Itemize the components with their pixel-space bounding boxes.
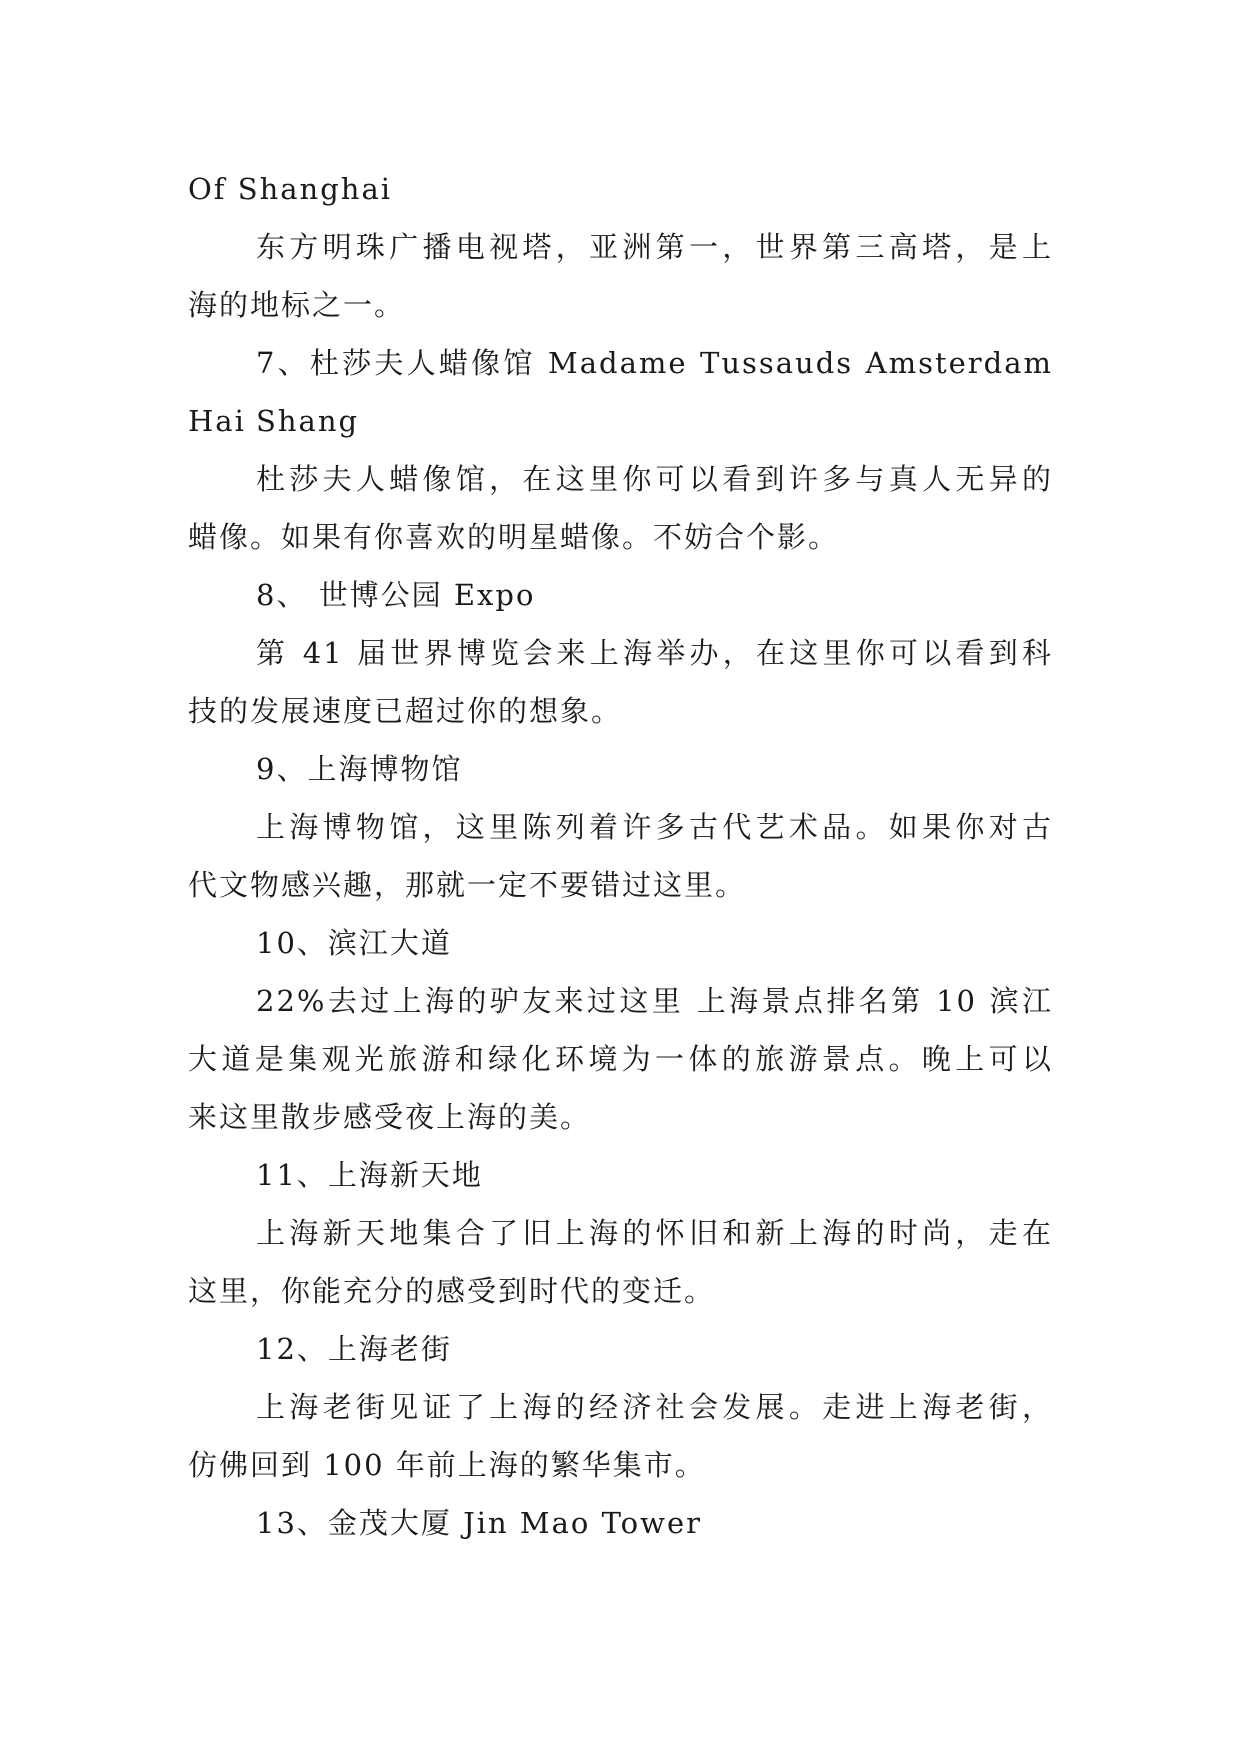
text-line-16: 大道是集观光旅游和绿化环境为一体的旅游景点。晚上可以 bbox=[188, 1042, 1053, 1076]
heading-old-street: 12、上海老街 bbox=[256, 1332, 452, 1366]
heading-jin-mao-tower: 13、金茂大厦 Jin Mao Tower bbox=[256, 1506, 702, 1540]
heading-madame-tussauds: 7、杜莎夫人蜡像馆 Madame Tussauds Amsterdam Shang bbox=[256, 346, 1053, 438]
heading-binjiang-avenue: 10、滨江大道 bbox=[256, 926, 452, 960]
text-line-13: 代文物感兴趣，那就一定不要错过这里。 bbox=[188, 868, 747, 902]
text-line-17: 来这里散步感受夜上海的美。 bbox=[188, 1100, 592, 1134]
text-line-2: 东方明珠广播电视塔，亚洲第一，世界第三高塔，是上 bbox=[256, 230, 1053, 264]
document-body bbox=[188, 160, 1053, 1552]
text-line-7: 蜡像。如果有你喜欢的明星蜡像。不妨合个影。 bbox=[188, 520, 840, 554]
text-line-20: 这里，你能充分的感受到时代的变迁。 bbox=[188, 1274, 716, 1308]
heading-shanghai-museum: 9、上海博物馆 bbox=[256, 752, 463, 786]
text-line-10: 技的发展速度已超过你的想象。 bbox=[188, 694, 623, 728]
text-line-22: 上海老街见证了上海的经济社会发展。走进上海老街， bbox=[256, 1390, 1053, 1424]
text-line-19: 上海新天地集合了旧上海的怀旧和新上海的时尚，走在 bbox=[256, 1216, 1053, 1250]
text-line-5: Hai bbox=[188, 404, 246, 438]
text-line-6: 杜莎夫人蜡像馆，在这里你可以看到许多与真人无异的 bbox=[256, 462, 1053, 496]
text-line-12: 上海博物馆，这里陈列着许多古代艺术品。如果你对古 bbox=[256, 810, 1053, 844]
text-line-1: Of Shanghai bbox=[188, 172, 393, 206]
text-line-15: 22%去过上海的驴友来过这里 上海景点排名第 10 滨江 bbox=[256, 984, 1053, 1018]
text-line-23: 仿佛回到 100 年前上海的繁华集市。 bbox=[188, 1448, 706, 1482]
heading-expo-park: 8、 世博公园 Expo bbox=[256, 578, 536, 612]
heading-xintiandi: 11、上海新天地 bbox=[256, 1158, 483, 1192]
text-line-9: 第 41 届世界博览会来上海举办，在这里你可以看到科 bbox=[256, 636, 1053, 670]
text-line-3: 海的地标之一。 bbox=[188, 288, 406, 322]
